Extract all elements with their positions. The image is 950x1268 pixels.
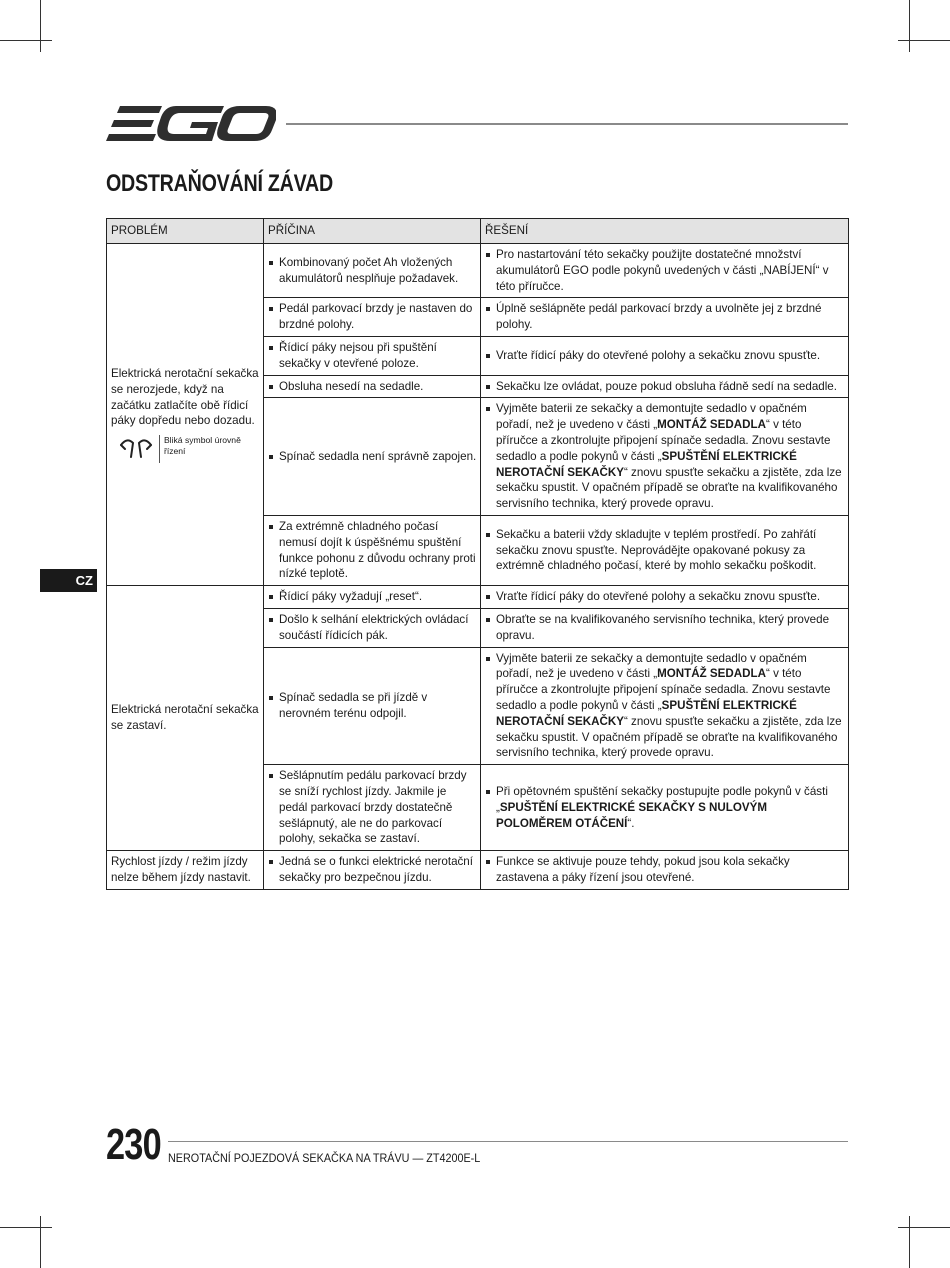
language-tab: CZ [40,569,97,592]
solution-cell [481,375,849,398]
table-header-row [107,219,849,244]
crop-mark [898,1227,950,1228]
solution-cell [481,244,849,298]
solution-text: Vraťte řídicí páky do otevřené polohy a sekačku znovu spusťte. [485,348,845,364]
icon-divider [159,435,160,463]
problem-text: Rychlost jízdy / režim jízdy nelze během jízdy nastavit. [111,855,251,884]
problem-cell [107,851,264,890]
solution-cell [481,298,849,337]
cause-text: Kombinovaný počet Ah vložených akumulátorů nesplňuje požadavek. [268,255,477,287]
cause-cell [264,765,481,851]
icon-caption: Bliká symbol úrovně řízení [163,435,241,457]
header-rule [286,123,848,125]
crop-mark [0,40,52,41]
solution-cell [481,515,849,585]
crop-mark [909,0,910,52]
crop-mark [0,1227,52,1228]
cause-text: Sešlápnutím pedálu parkovací brzdy se sníží rychlost jízdy. Jakmile je pedál parkovací brzdy dostatečně sešlápnutý, ale ne do parkovací polohy, sekačka se zastaví. [268,768,477,847]
ego-logo [106,104,276,144]
footer-rule [168,1141,848,1142]
cause-text: Spínač sedadla není správně zapojen. [268,449,477,465]
problem-text: Elektrická nerotační sekačka se zastaví. [111,703,259,733]
solution-text: Pro nastartování této sekačky použijte dostatečné množství akumulátorů EGO podle pokynů uvedených v části „NABÍJENÍ“ v této příručce. [485,247,845,294]
problem-text: Elektrická nerotační sekačka se nerozjede, když na začátku zatlačíte obě řídicí páky dopředu nebo dozadu. [111,366,259,428]
cause-cell [264,298,481,337]
solution-cell [481,336,849,375]
solution-text: Vraťte řídicí páky do otevřené polohy a sekačku znovu spusťte. [485,589,845,605]
cause-cell [264,244,481,298]
cause-cell [264,375,481,398]
table-row [107,586,849,609]
table-row [107,851,849,890]
troubleshooting-table [106,218,849,890]
solution-text: Sekačku a baterii vždy skladujte v teplém prostředí. Po zahřátí sekačku znovu spusťte. Neprovádějte opakované pokusy za extrémně chladného počasí, které by mohlo sekačku poškodit. [485,527,845,574]
cause-cell [264,336,481,375]
crop-mark [40,1216,41,1268]
column-header-cause: PŘÍČINA [264,219,481,244]
cause-text: Řídicí páky nejsou při spuštění sekačky v otevřené poloze. [268,340,477,372]
cause-text: Jedná se o funkci elektrické nerotační sekačky pro bezpečnou jízdu. [268,854,477,886]
page-number: 230 [106,1120,161,1169]
cause-text: Řídicí páky vyžadují „reset“. [268,589,477,605]
solution-text: Při opětovném spuštění sekačky postupujte podle pokynů v části „SPUŠTĚNÍ ELEKTRICKÉ SEKAČKY S NULOVÝM POLOMĚREM OTÁČENÍ“. [485,784,845,831]
cause-text: Obsluha nesedí na sedadle. [268,379,477,395]
solution-cell [481,608,849,647]
steering-lever-icon [117,435,155,461]
cause-cell [264,608,481,647]
page-title: ODSTRAŇOVÁNÍ ZÁVAD [106,170,333,197]
solution-cell [481,398,849,516]
solution-cell [481,851,849,890]
solution-text: Funkce se aktivuje pouze tehdy, pokud jsou kola sekačky zastavena a páky řízení jsou otevřené. [485,854,845,886]
cause-text: Spínač sedadla se při jízdě v nerovném terénu odpojil. [268,690,477,722]
problem-cell [107,586,264,851]
problem-cell [107,244,264,586]
cause-cell [264,851,481,890]
solution-cell [481,586,849,609]
crop-mark [909,1216,910,1268]
cause-text: Pedál parkovací brzdy je nastaven do brzdné polohy. [268,301,477,333]
cause-cell [264,586,481,609]
solution-text: Úplně sešlápněte pedál parkovací brzdy a uvolněte jej z brzdné polohy. [485,301,845,333]
column-header-solution: ŘEŠENÍ [481,219,849,244]
crop-mark [898,40,950,41]
cause-cell [264,398,481,516]
table-row [107,244,849,298]
cause-text: Došlo k selhání elektrických ovládací součástí řídicích pák. [268,612,477,644]
icon-note [117,435,260,463]
solution-text: Vyjměte baterii ze sekačky a demontujte sedadlo v opačném pořadí, než je uvedeno v části „MONTÁŽ SEDADLA“ v této příručce a zkontrolujte připojení spínače sedadla. Znovu sestavte sedadlo a podle pokynů v části „SPUŠTĚNÍ ELEKTRICKÉ NEROTAČNÍ SEKAČKY“ znovu spusťte sekačku a zjistěte, zda lze sekačku spustit. V opačném případě se obraťte na kvalifikovaného servisního technika, který provede opravu. [485,401,845,512]
solution-text: Sekačku lze ovládat, pouze pokud obsluha řádně sedí na sedadle. [485,379,845,395]
solution-text: Vyjměte baterii ze sekačky a demontujte sedadlo v opačném pořadí, než je uvedeno v části „MONTÁŽ SEDADLA“ v této příručce a zkontrolujte připojení spínače sedadla. Znovu sestavte sedadlo a podle pokynů v části „SPUŠTĚNÍ ELEKTRICKÉ NEROTAČNÍ SEKAČKY“ znovu spusťte sekačku a zjistěte, zda lze sekačku spustit. V opačném případě se obraťte na kvalifikovaného servisního technika, který provede opravu. [485,651,845,762]
column-header-problem: PROBLÉM [107,219,264,244]
cause-cell [264,515,481,585]
solution-text: Obraťte se na kvalifikovaného servisního technika, který provede opravu. [485,612,845,644]
cause-text: Za extrémně chladného počasí nemusí dojít k úspěšnému spuštění funkce pohonu z důvodu ochrany proti nízké teplotě. [268,519,477,582]
solution-cell [481,765,849,851]
cause-cell [264,647,481,765]
solution-cell [481,647,849,765]
footer-text: NEROTAČNÍ POJEZDOVÁ SEKAČKA NA TRÁVU — ZT4200E-L [168,1151,481,1165]
crop-mark [40,0,41,52]
